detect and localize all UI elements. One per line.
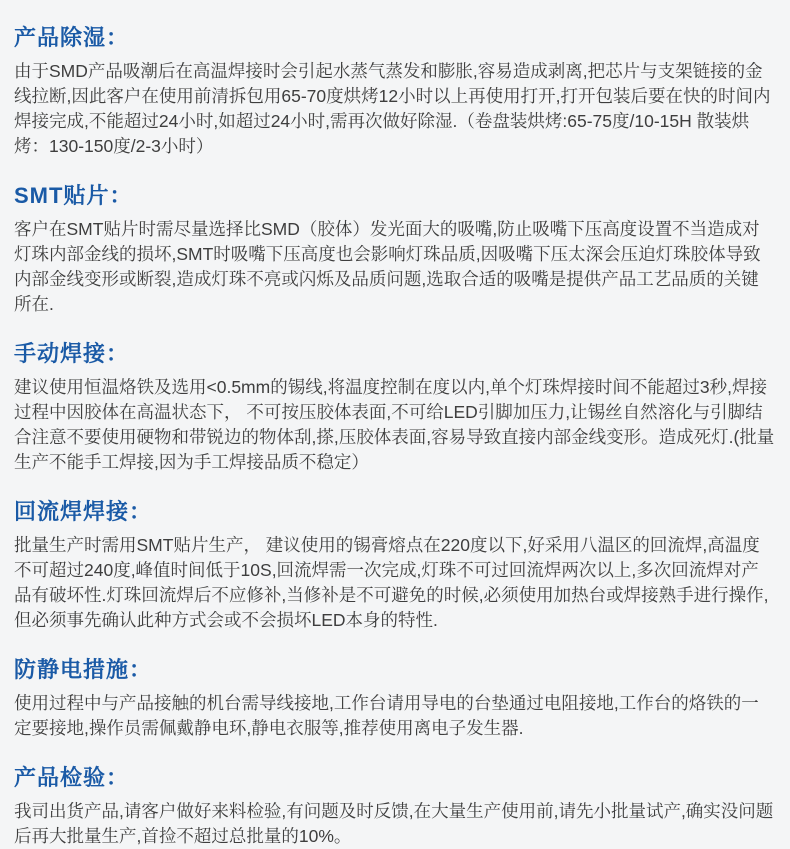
section-smt-placement xyxy=(14,182,776,317)
section-heading-reflow-soldering: 回流焊焊接： xyxy=(14,499,153,524)
section-body-manual-soldering: 建议使用恒温烙铁及选用<0.5mm的锡线,将温度控制在度以内,单个灯珠焊接时间不能超过3秒,焊接过程中因胶体在高温状态下， 不可按压胶体表面,不可给LED引脚加压力,让锡丝自然溶化与引脚结合注意不要使用硬物和带锐边的物体刮,搽,压胶体表面,容易导致直接内部金线变形。造成死灯.(批量生产不能手工焊接,因为手工焊接品质不稳定） xyxy=(14,377,775,472)
section-body-smt-placement: 客户在SMT贴片时需尽量选择比SMD（胶体）发光面大的吸嘴,防止吸嘴下压高度设置不当造成对灯珠内部金线的损坏,SMT时吸嘴下压高度也会影响灯珠品质,因吸嘴下压太深会压迫灯珠胶体导致内部金线变形或断裂,造成灯珠不亮或闪烁及品质问题,选取合适的吸嘴是提供产品工艺品质的关键所在. xyxy=(14,219,761,314)
section-heading-anti-static-measures: 防静电措施： xyxy=(14,657,153,682)
section-heading-smt-placement: SMT贴片： xyxy=(14,183,133,208)
section-body-anti-static-measures: 使用过程中与产品接触的机台需导线接地,工作台请用导电的台垫通过电阻接地,工作台的烙铁的一定要接地,操作员需佩戴静电环,静电衣服等,推荐使用离电子发生器. xyxy=(14,693,759,738)
section-reflow-soldering xyxy=(14,498,776,633)
section-body-reflow-soldering: 批量生产时需用SMT贴片生产， 建议使用的锡膏熔点在220度以下,好采用八温区的回流焊,高温度不可超过240度,峰值时间低于10S,回流焊需一次完成,灯珠不可过回流焊两次以上,多次回流焊对产品有破坏性.灯珠回流焊后不应修补,当修补是不可避免的时候,必须使用加热台或焊接熟手进行操作,但必须事先确认此种方式会或不会损坏LED本身的特性. xyxy=(14,535,769,630)
section-product-dehumidification xyxy=(14,24,776,159)
section-anti-static-measures xyxy=(14,656,776,741)
section-body-product-dehumidification: 由于SMD产品吸潮后在高温焊接时会引起水蒸气蒸发和膨胀,容易造成剥离,把芯片与支架链接的金线拉断,因此客户在使用前清拆包用65-70度烘烤12小时以上再使用打开,打开包装后要在快的时间内焊接完成,不能超过24小时,如超过24小时,需再次做好除湿.（卷盘装烘烤:65-75度/10-15H 散装烘烤：130-150度/2-3小时） xyxy=(14,61,771,156)
section-heading-product-dehumidification: 产品除湿： xyxy=(14,25,130,50)
section-body-product-inspection: 我司出货产品,请客户做好来料检验,有问题及时反馈,在大量生产使用前,请先小批量试产,确实没问题后再大批量生产,首捡不超过总批量的10%。 xyxy=(14,801,774,846)
section-manual-soldering xyxy=(14,340,776,475)
section-heading-manual-soldering: 手动焊接： xyxy=(14,341,130,366)
section-heading-product-inspection: 产品检验： xyxy=(14,765,130,790)
